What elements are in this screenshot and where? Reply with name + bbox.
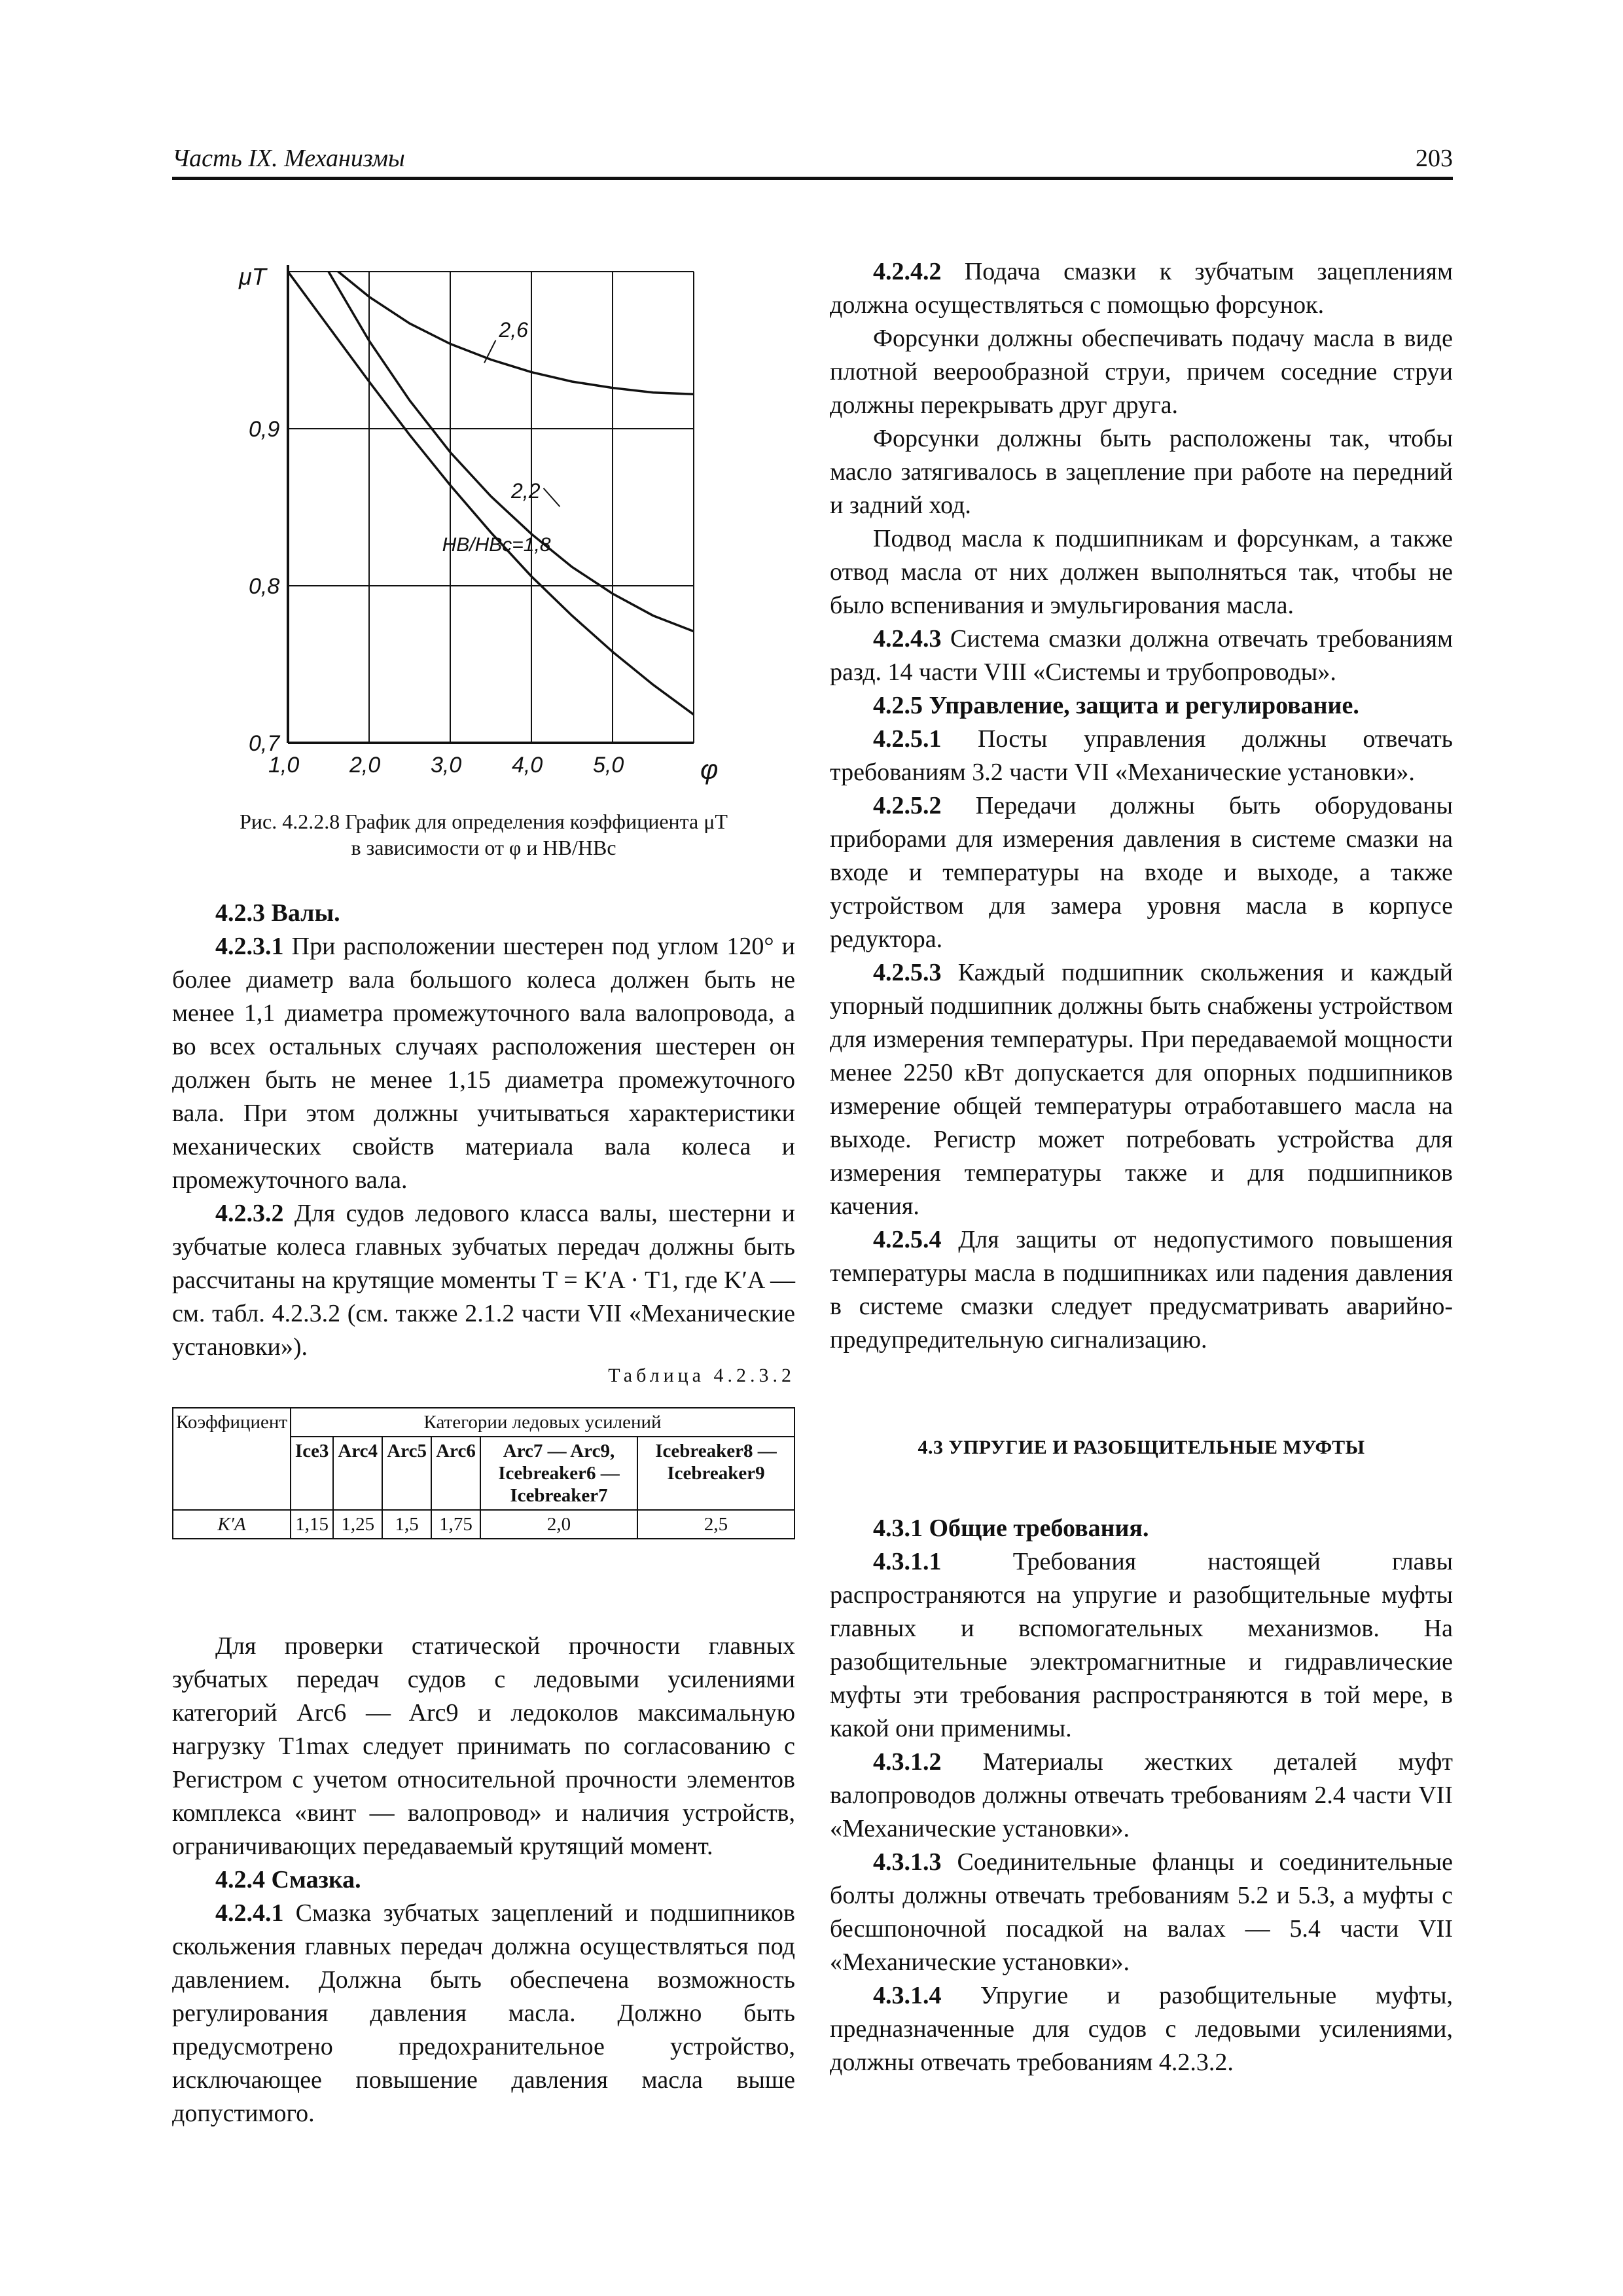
series-curve-1 [288,259,694,394]
para-number: 4.2.4.3 [873,625,942,653]
x-tick-label: 2,0 [349,753,381,778]
x-tick-label: 3,0 [431,753,462,778]
row-label-ka: K′A [173,1510,291,1539]
col-arc5: Arc5 [382,1437,431,1510]
para-4-3-1-2 [830,1746,1453,1846]
para-number: 4.3.1.3 [873,1848,942,1876]
series-curve-2 [288,259,694,632]
curve-label-leader [544,488,560,507]
heading-4-2-4: 4.2.4 Смазка. [215,1866,361,1893]
ice-coefficient-table [172,1407,795,1539]
left-column-upper [172,897,795,1364]
page-header [172,143,1453,180]
curve-label-hb-hbc: HB/HBc=1,8 [442,534,551,556]
heading-4-2-5: 4.2.5 Управление, защита и регулирование. [873,692,1359,719]
para-number: 4.2.5.3 [873,959,942,986]
x-tick-label: 5,0 [593,753,624,778]
table-label: Таблица 4.2.3.2 [608,1365,795,1386]
para-number: 4.2.3.2 [215,1200,284,1227]
para-text: Подача смазки к зубчатым зацеплениям должна осуществляться с помощью форсунок. [830,258,1453,319]
para-4-3-1-3 [830,1846,1453,1979]
page-number: 203 [1416,145,1453,172]
para-number: 4.2.5.1 [873,725,942,753]
para-4-2-5-1 [830,723,1453,789]
para-number: 4.2.3.1 [215,933,284,960]
y-tick-label: 0,8 [249,574,280,599]
col-arc6: Arc6 [431,1437,480,1510]
col-arc7-arc9: Arc7 — Arc9, Icebreaker6 — Icebreaker7 [480,1437,637,1510]
para-text: Требования настоящей главы распространяются на упругие и разобщительные муфты главных и вспомогательных механизмов. На разобщительные электромагнитные и гидравлические муфты эти требования распространяются в той мере, в какой они применимы. [830,1548,1453,1742]
para-text: Соединительные фланцы и соединительные болты должны отвечать требованиям 5.2 и 5.3, а муфты с бесшпоночной посадкой на валах — 5.4 части VII «Механические установки». [830,1848,1453,1976]
para-number: 4.2.5.2 [873,792,942,819]
categories-header-cell: Категории ледовых усилений [291,1408,794,1437]
x-tick-label: 4,0 [512,753,543,778]
figure-chart [223,259,733,795]
curve-label-2-6: 2,6 [499,318,528,342]
para-text: Для защиты от недопустимого повышения температуры масла в подшипниках или падения давления в системе смазки следует предусматривать аварийно-предупредительную сигнализацию. [830,1226,1453,1354]
x-tick-label: 1,0 [268,753,300,778]
col-icebreaker8-9: Icebreaker8 — Icebreaker9 [637,1437,794,1510]
y-axis-label: μT [239,263,266,290]
section-title-4-3: 4.3 УПРУГИЕ И РАЗОБЩИТЕЛЬНЫЕ МУФТЫ [918,1437,1365,1458]
para-static-strength: Для проверки статической прочности главных зубчатых передач судов с ледовыми усилениями категорий Arc6 — Arc9 и ледоколов максимальную нагрузку T1max следует принимать по согласованию с Регистром с учетом относительной прочности элементов комплекса «винт — валопровод» и наличия устройств, ограничивающих передаваемый крутящий момент. [172,1632,795,1860]
table-header-row [173,1408,794,1437]
para-4-2-4-1 [172,1897,795,2130]
para-text: Система смазки должна отвечать требованиям разд. 14 части VIII «Системы и трубопроводы». [830,625,1453,686]
mu-t-chart [223,259,733,795]
heading-4-2-3: 4.2.3 Валы. [215,899,340,927]
y-tick-label: 0,9 [249,417,280,442]
para-4-2-5-4 [830,1223,1453,1357]
para-4-2-5-2 [830,789,1453,956]
para-podvod: Подвод масла к подшипникам и форсункам, а также отвод масла от них должен выполняться так, чтобы не было вспенивания и эмульгирования масла. [830,525,1453,619]
para-text: Посты управления должны отвечать требованиям 3.2 части VII «Механические установки». [830,725,1453,786]
para-4-2-3-1 [172,930,795,1197]
x-axis-label: φ [700,754,719,785]
figure-caption [172,808,795,861]
heading-4-3-1: 4.3.1 Общие требования. [873,1515,1149,1542]
col-ice3: Ice3 [291,1437,333,1510]
para-text: Смазка зубчатых зацеплений и подшипников скольжения главных передач должна осуществляться под давлением. Должна быть обеспечена возможность регулирования давления масла. Должно быть предусмотрено предохранительное устройство, исключающее повышение давления масла выше допустимого. [172,1899,795,2127]
para-4-2-4-2 [830,255,1453,322]
caption-line-2: в зависимости от φ и HB/HBc [351,836,616,859]
para-4-3-1-1 [830,1545,1453,1746]
left-column-lower [172,1630,795,2130]
table-cell: 2,5 [637,1510,794,1539]
para-forsunki-1: Форсунки должны обеспечивать подачу масла в виде плотной веерообразной струи, причем соседние струи должны перекрывать друг друга. [830,325,1453,419]
para-number: 4.2.4.1 [215,1899,284,1927]
para-text: Передачи должны быть оборудованы приборами для измерения давления в системе смазки на входе и температуры на входе и выходе, а также устройством для замера уровня масла в корпусе редуктора. [830,792,1453,953]
para-number: 4.2.5.4 [873,1226,942,1253]
para-text: Материалы жестких деталей муфт валопроводов должны отвечать требованиям 2.4 части VII «Механические установки». [830,1748,1453,1842]
right-column-lower [830,1512,1453,2079]
para-number: 4.2.4.2 [873,258,942,285]
para-number: 4.3.1.2 [873,1748,942,1776]
table-cell: 1,75 [431,1510,480,1539]
table-cell: 2,0 [480,1510,637,1539]
curve-label-2-2: 2,2 [511,479,541,503]
para-4-3-1-4 [830,1979,1453,2079]
table-cell: 1,25 [333,1510,382,1539]
col-arc4: Arc4 [333,1437,382,1510]
para-text: Каждый подшипник скольжения и каждый упорный подшипник должны быть снабжены устройством для измерения температуры. При передаваемой мощности менее 2250 кВт допускается для опорных подшипников измерение общей температуры отработавшего масла на выходе. Регистр может потребовать устройства для измерения температуры также и для подшипников качения. [830,959,1453,1220]
y-tick-label: 0,7 [249,731,280,756]
para-text: При расположении шестерен под углом 120° и более диаметр вала большого колеса должен быть не менее 1,1 диаметра промежуточного вала валопровода, а во всех остальных случаях расположения шестерен он должен быть не менее 1,15 диаметра промежуточного вала. При этом должны учитываться характеристики механических свойств материала вала колеса и промежуточного вала. [172,933,795,1194]
table-cell: 1,15 [291,1510,333,1539]
para-forsunki-2: Форсунки должны быть расположены так, чтобы масло затягивалось в зацепление при работе на передний и задний ход. [830,425,1453,519]
coef-header-cell: Коэффициент [173,1408,291,1510]
running-title: Часть IX. Механизмы [172,145,405,172]
caption-line-1: Рис. 4.2.2.8 График для определения коэффициента μT [240,810,728,833]
right-column-upper [830,255,1453,1357]
para-text: Для судов ледового класса валы, шестерни и зубчатые колеса главных зубчатых передач должны быть рассчитаны на крутящие моменты T = K′A · T1, где K′A — см. табл. 4.2.3.2 (см. также 2.1.2 части VII «Механические установки»). [172,1200,795,1361]
para-number: 4.3.1.4 [873,1982,942,2009]
series-curve-3 [288,272,694,715]
para-text: Упругие и разобщительные муфты, предназначенные для судов с ледовыми усилениями, должны отвечать требованиям 4.2.3.2. [830,1982,1453,2076]
para-number: 4.3.1.1 [873,1548,942,1575]
table-row [173,1510,794,1539]
table-cell: 1,5 [382,1510,431,1539]
para-4-2-4-3 [830,622,1453,689]
para-4-2-3-2 [172,1197,795,1364]
para-4-2-5-3 [830,956,1453,1223]
